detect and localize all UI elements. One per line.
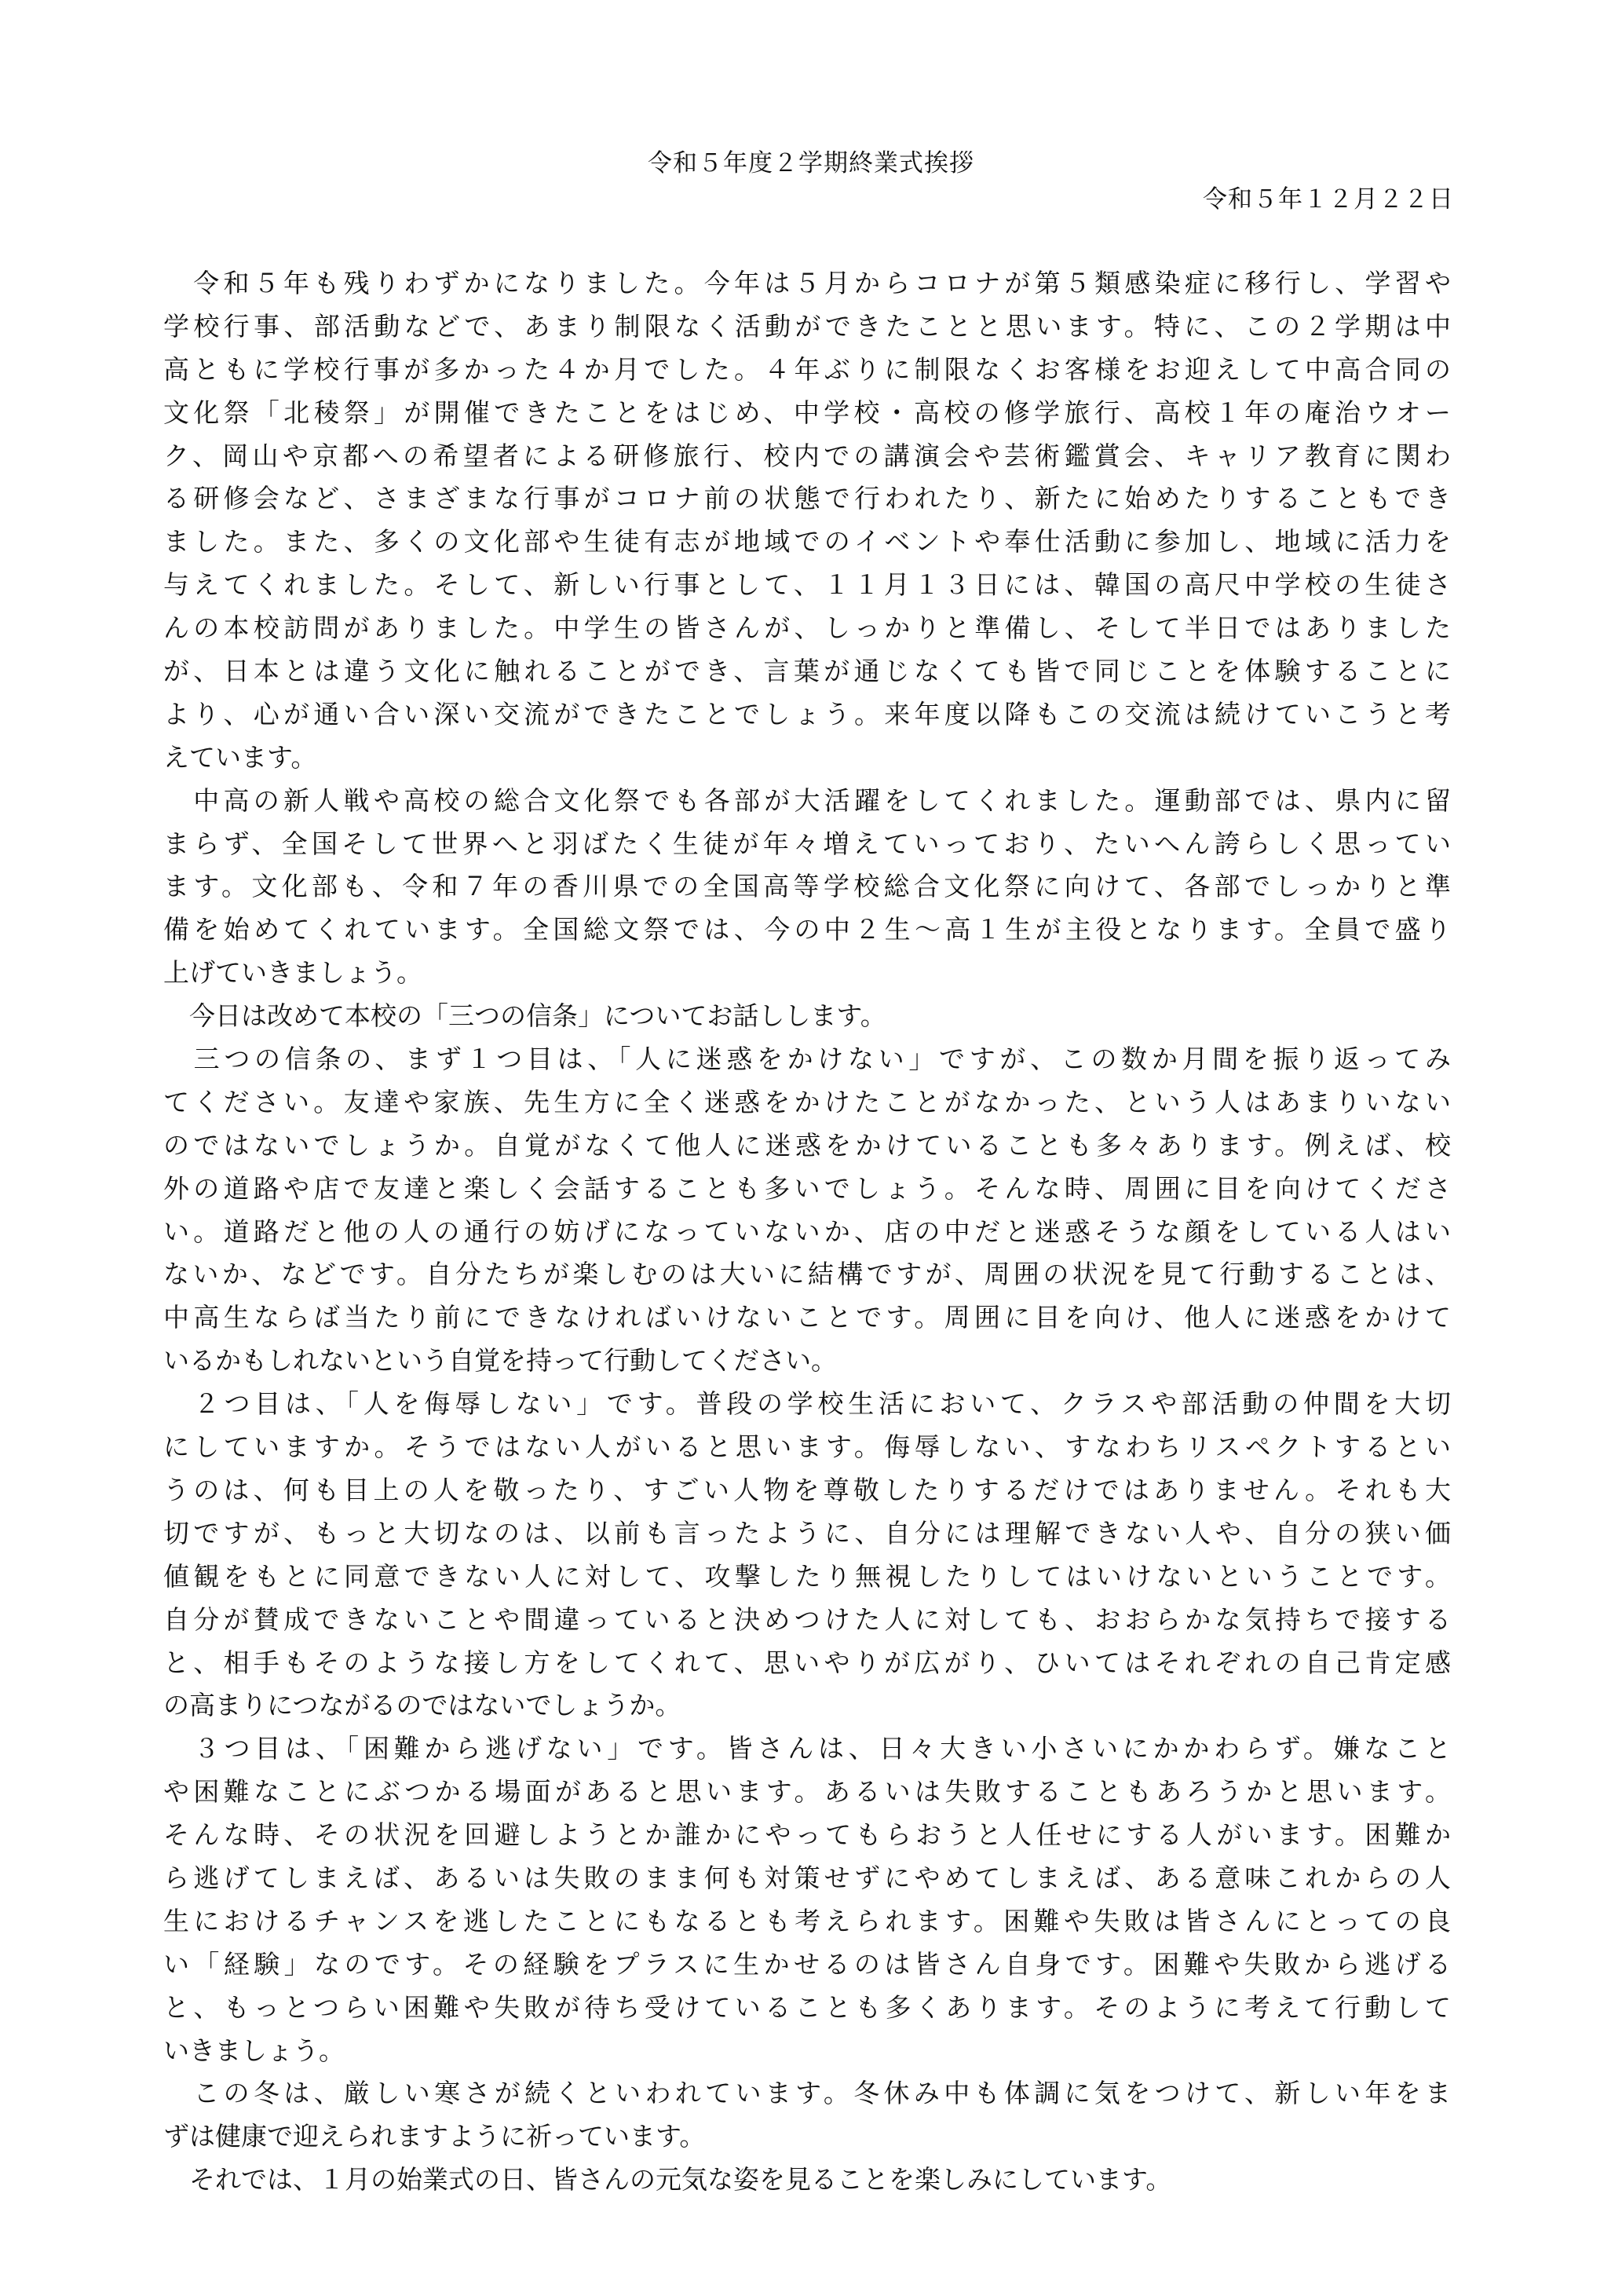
document-body — [163, 262, 1451, 2202]
document-date: 令和５年１２月２２日 — [1203, 185, 1454, 214]
body-line: が、日本とは違う文化に触れることができ、言葉が通じなくても皆で同じことを体験することに — [163, 656, 1451, 687]
body-line: や困難なことにぶつかる場面があると思います。あるいは失敗することもあろうかと思います。 — [163, 1776, 1451, 1808]
body-line: それでは、１月の始業式の日、皆さんの元気な姿を見ることを楽しみにしています。 — [163, 2164, 1172, 2195]
body-line: より、心が通い合い深い交流ができたことでしょう。来年度以降もこの交流は続けていこうと考 — [163, 698, 1451, 729]
body-line: と、相手もそのような接し方をしてくれて、思いやりが広がり、ひいてはそれぞれの自己肯定感 — [163, 1647, 1451, 1678]
body-line: んの本校訪問がありました。中学生の皆さんが、しっかりと準備し、そして半日ではありました — [163, 612, 1451, 644]
body-line: ２つ目は、「人を侮辱しない」です。普段の学校生活において、クラスや部活動の仲間を大切 — [163, 1388, 1451, 1420]
body-line: ます。文化部も、令和７年の香川県での全国高等学校総合文化祭に向けて、各部でしっかりと準 — [163, 871, 1451, 902]
body-line: いるかもしれないという自覚を持って行動してください。 — [163, 1345, 837, 1377]
document-title: 令和５年度２学期終業式挨拶 — [648, 149, 974, 177]
body-line: と、もっとつらい困難や失敗が待ち受けていることも多くあります。そのように考えて行動して — [163, 1991, 1451, 2023]
body-line: そんな時、その状況を回避しようとか誰かにやってもらおうと人任せにする人がいます。困難か — [163, 1819, 1451, 1851]
body-line: の高まりにつながるのではないでしょうか。 — [163, 1690, 681, 1721]
body-line: 備を始めてくれています。全国総文祭では、今の中２生～高１生が主役となります。全員で盛り — [163, 914, 1451, 945]
body-line: ないか、などです。自分たちが楽しむのは大いに結構ですが、周囲の状況を見て行動することは、 — [163, 1259, 1451, 1290]
body-line: この冬は、厳しい寒さが続くといわれています。冬休み中も体調に気をつけて、新しい年をま — [163, 2078, 1451, 2109]
body-line: 与えてくれました。そして、新しい行事として、１１月１３日には、韓国の高尺中学校の生徒さ — [163, 569, 1451, 601]
body-line: い。道路だと他の人の通行の妨げになっていないか、店の中だと迷惑そうな顔をしている人はい — [163, 1216, 1451, 1247]
body-line: 中高生ならば当たり前にできなければいけないことです。周囲に目を向け、他人に迷惑をかけて — [163, 1302, 1451, 1333]
body-line: ク、岡山や京都への希望者による研修旅行、校内での講演会や芸術鑑賞会、キャリア教育に関わ — [163, 440, 1451, 471]
body-line: 外の道路や店で友達と楽しく会話することも多いでしょう。そんな時、周囲に目を向けてくださ — [163, 1172, 1451, 1204]
body-line: 高ともに学校行事が多かった４か月でした。４年ぶりに制限なくお客様をお迎えして中高合同の — [163, 353, 1451, 385]
body-line: 自分が賛成できないことや間違っていると決めつけた人に対しても、おおらかな気持ちで接する — [163, 1603, 1451, 1635]
body-line: にしていますか。そうではない人がいると思います。侮辱しない、すなわちリスペクトするとい — [163, 1431, 1451, 1463]
body-line: まらず、全国そして世界へと羽ばたく生徒が年々増えていっており、たいへん誇らしく思ってい — [163, 828, 1451, 859]
body-line: のではないでしょうか。自覚がなくて他人に迷惑をかけていることも多々あります。例えば、校 — [163, 1129, 1451, 1161]
body-line: 三つの信条の、まず１つ目は、「人に迷惑をかけない」ですが、この数か月間を振り返ってみ — [163, 1044, 1451, 1075]
body-line: てください。友達や家族、先生方に全く迷惑をかけたことがなかった、という人はあまりいない — [163, 1086, 1451, 1117]
body-line: ら逃げてしまえば、あるいは失敗のまま何も対策せずにやめてしまえば、ある意味これからの人 — [163, 1862, 1451, 1893]
body-line: いきましょう。 — [163, 2035, 345, 2066]
body-line: ました。また、多くの文化部や生徒有志が地域でのイベントや奉仕活動に参加し、地域に活力を — [163, 526, 1451, 558]
body-line: ３つ目は、「困難から逃げない」です。皆さんは、日々大きい小さいにかかわらず。嫌なこと — [163, 1733, 1451, 1764]
body-line: 文化祭「北稜祭」が開催できたことをはじめ、中学校・高校の修学旅行、高校１年の庵治ウオー — [163, 397, 1451, 428]
body-line: 上げていきましょう。 — [163, 957, 422, 989]
body-line: えています。 — [163, 741, 317, 773]
body-line: い「経験」なのです。その経験をプラスに生かせるのは皆さん自身です。困難や失敗から逃げる — [163, 1948, 1451, 1980]
body-line: 令和５年も残りわずかになりました。今年は５月からコロナが第５類感染症に移行し、学習や — [163, 268, 1451, 298]
body-line: ずは健康で迎えられますように祈っています。 — [163, 2121, 706, 2152]
body-line: 生におけるチャンスを逃したことにもなるとも考えられます。困難や失敗は皆さんにとっての良 — [163, 1905, 1451, 1936]
body-line: 今日は改めて本校の「三つの信条」についてお話しします。 — [163, 1000, 886, 1032]
body-line: 切ですが、もっと大切なのは、以前も言ったように、自分には理解できない人や、自分の狭い価 — [163, 1517, 1451, 1548]
body-line: る研修会など、さまざまな行事がコロナ前の状態で行われたり、新たに始めたりすることもでき — [163, 483, 1451, 514]
body-line: 値観をもとに同意できない人に対して、攻撃したり無視したりしてはいけないということです。 — [163, 1560, 1451, 1592]
body-line: うのは、何も目上の人を敬ったり、すごい人物を尊敬したりするだけではありません。それも大 — [163, 1474, 1451, 1505]
body-line: 中高の新人戦や高校の総合文化祭でも各部が大活躍をしてくれました。運動部では、県内に留 — [163, 784, 1451, 816]
body-line: 学校行事、部活動などで、あまり制限なく活動ができたことと思います。特に、この２学期は中 — [163, 310, 1451, 342]
